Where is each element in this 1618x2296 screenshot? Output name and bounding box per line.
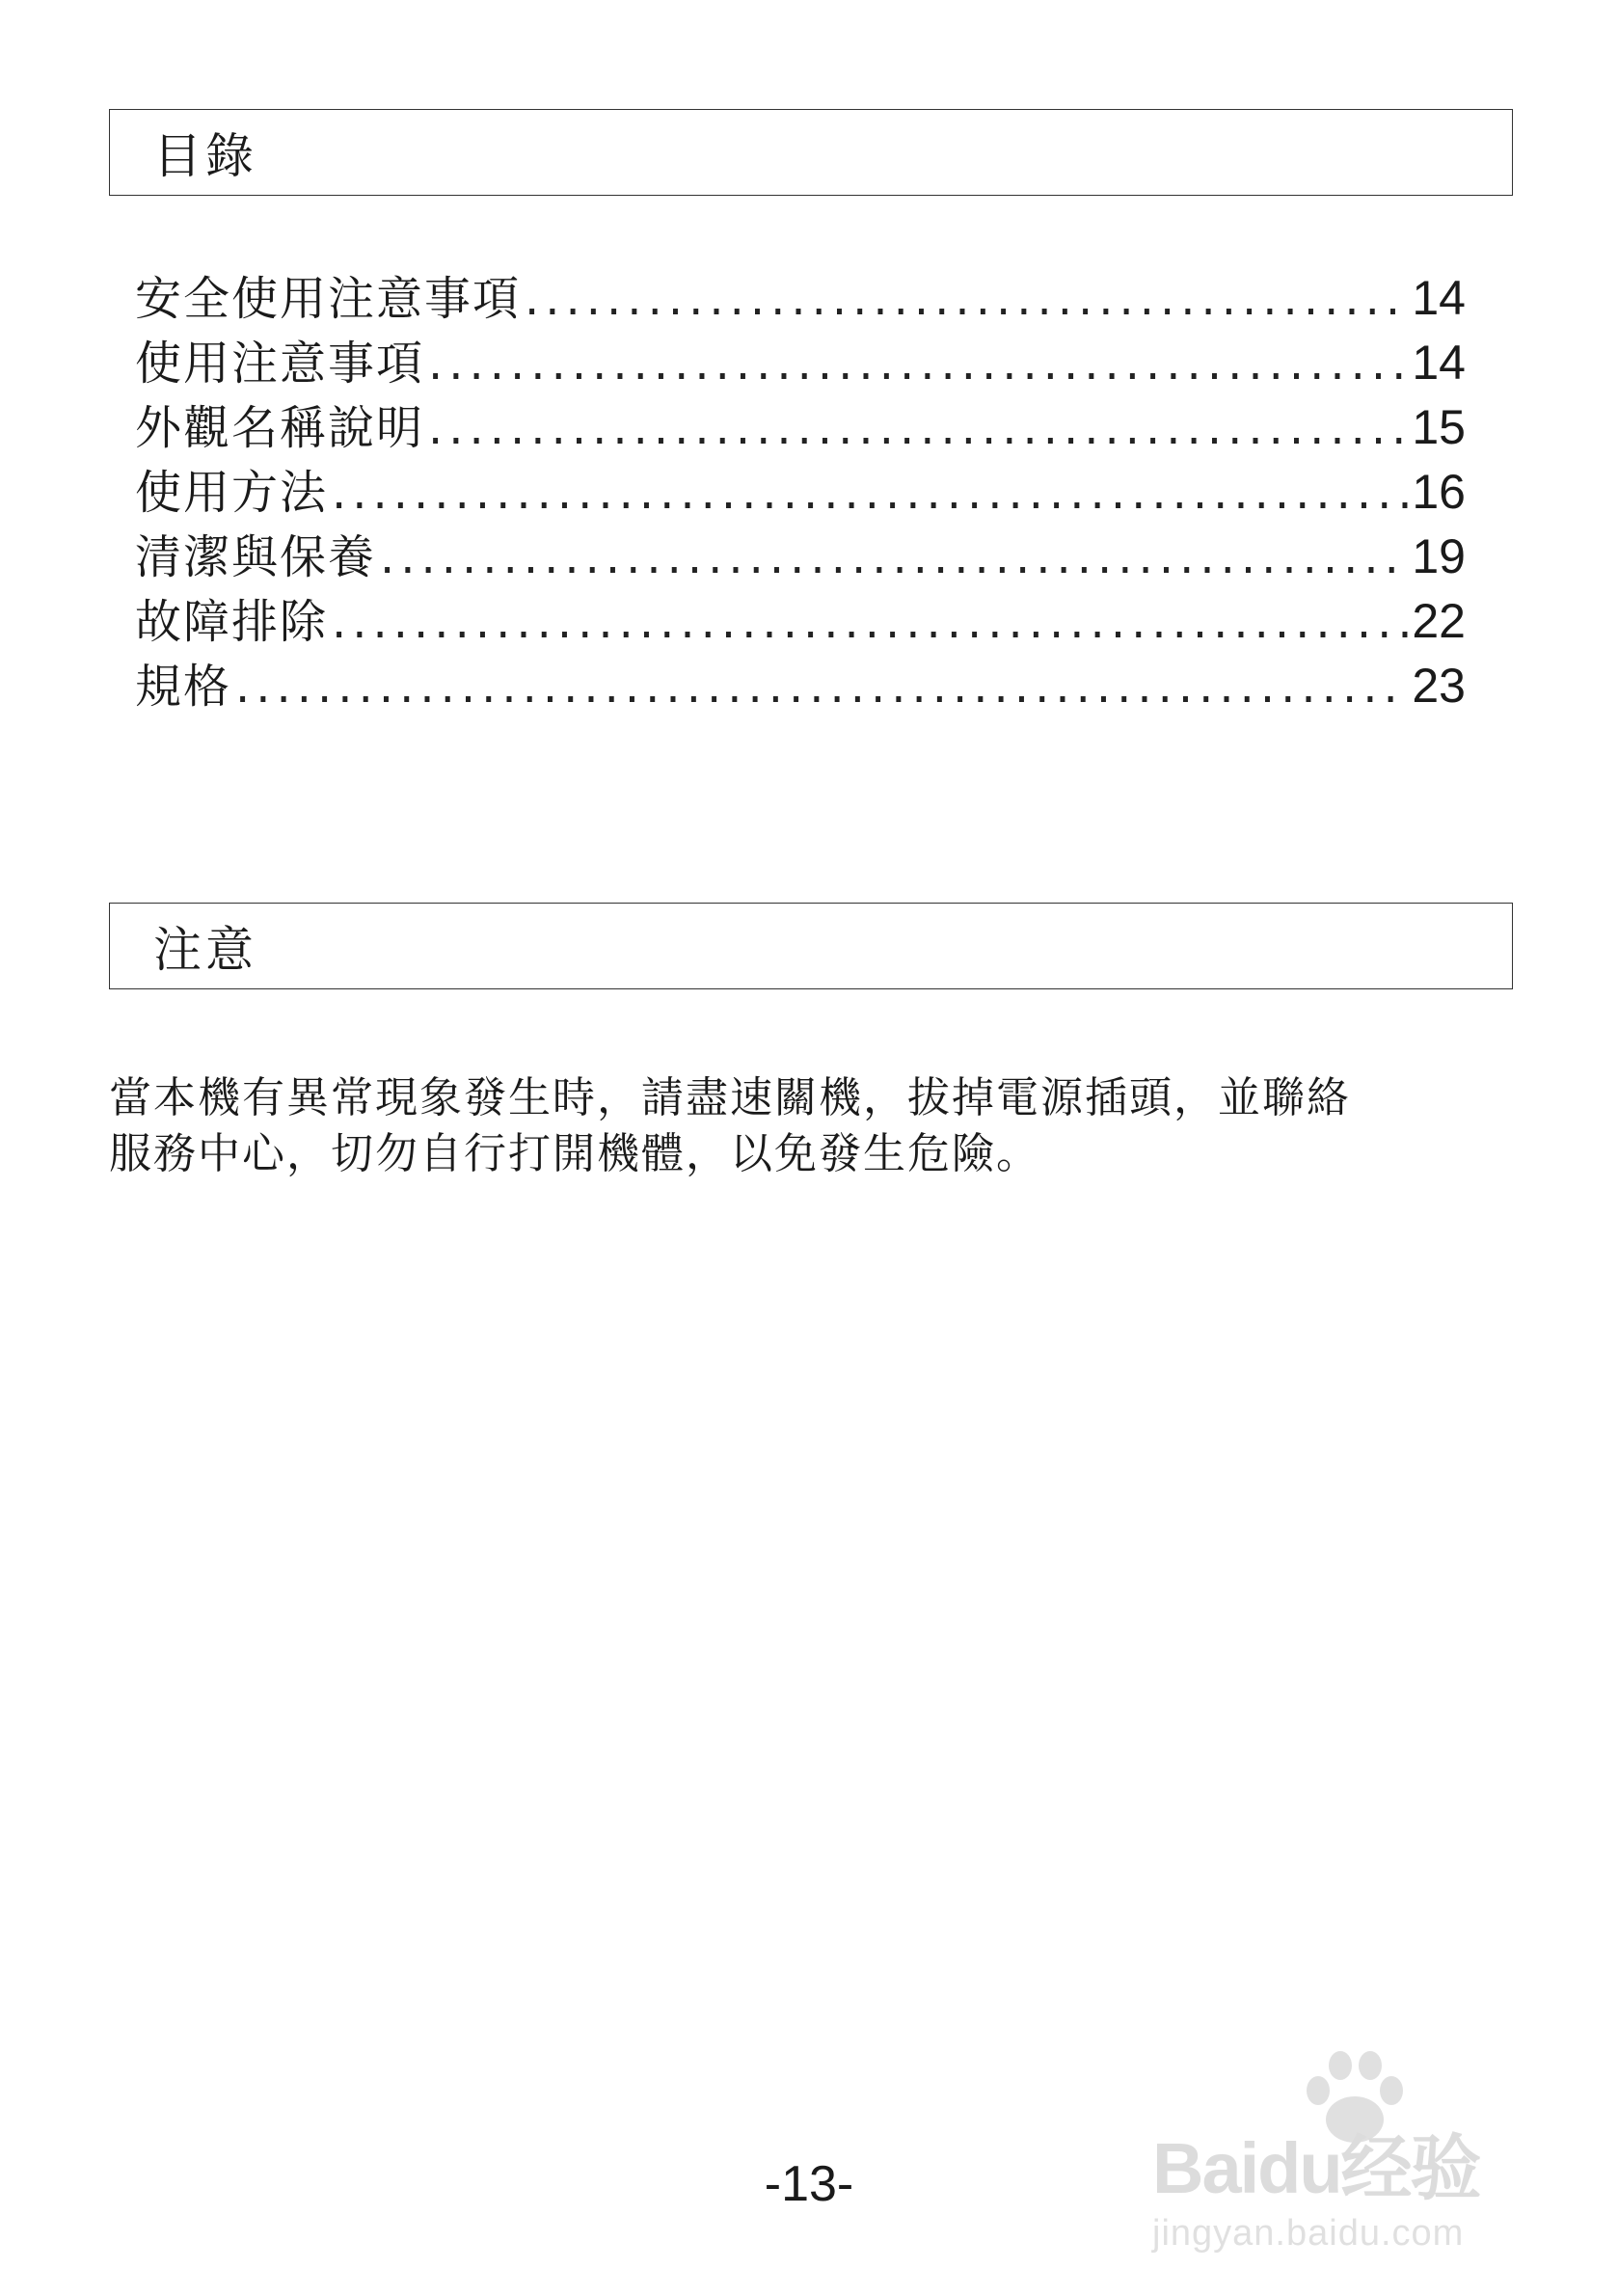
toc-leader-dots <box>380 526 1408 590</box>
toc-item-page: 14 <box>1412 271 1466 325</box>
toc-item-label: 使用注意事項 <box>135 337 425 391</box>
toc-title: 目錄 <box>153 128 257 184</box>
toc-leader-dots <box>332 590 1408 655</box>
notice-title: 注意 <box>153 922 257 978</box>
toc-header-box <box>109 109 1513 196</box>
toc-item-label: 清潔與保養 <box>135 530 377 584</box>
notice-header-box <box>109 903 1513 989</box>
notice-line: 當本機有異常現象發生時，請盡速關機，拔掉電源插頭，並聯絡 <box>109 1073 1351 1122</box>
toc-item-page: 22 <box>1412 594 1466 648</box>
toc-item[interactable] <box>135 331 1466 395</box>
toc-item[interactable] <box>135 460 1466 525</box>
toc-list <box>135 266 1466 718</box>
toc-leader-dots <box>428 332 1408 396</box>
toc-item-page: 19 <box>1412 529 1466 583</box>
toc-item-label: 故障排除 <box>135 595 329 649</box>
toc-item-label: 外觀名稱說明 <box>135 401 425 455</box>
watermark-url: jingyan.baidu.com <box>1152 2213 1465 2254</box>
toc-item-label: 安全使用注意事項 <box>135 272 522 326</box>
toc-item[interactable] <box>135 525 1466 589</box>
toc-item-page: 16 <box>1412 465 1466 519</box>
toc-item-page: 23 <box>1412 659 1466 713</box>
toc-item-page: 15 <box>1412 400 1466 454</box>
page-number: -13- <box>764 2156 854 2212</box>
toc-item-label: 使用方法 <box>135 466 329 520</box>
toc-leader-dots <box>428 396 1408 461</box>
toc-leader-dots <box>332 461 1408 526</box>
toc-item[interactable] <box>135 266 1466 331</box>
toc-item-label: 規格 <box>135 660 232 714</box>
toc-item[interactable] <box>135 654 1466 718</box>
toc-leader-dots <box>235 655 1408 719</box>
notice-body <box>109 1070 1513 1182</box>
watermark-logo-text: Baidu经验 <box>1152 2128 1480 2208</box>
baidu-watermark <box>1152 2044 1538 2256</box>
toc-item-page: 14 <box>1412 336 1466 390</box>
toc-item[interactable] <box>135 395 1466 460</box>
toc-item[interactable] <box>135 589 1466 654</box>
toc-leader-dots <box>525 267 1408 332</box>
notice-line: 服務中心，切勿自行打開機體，以免發生危險。 <box>109 1129 1040 1178</box>
